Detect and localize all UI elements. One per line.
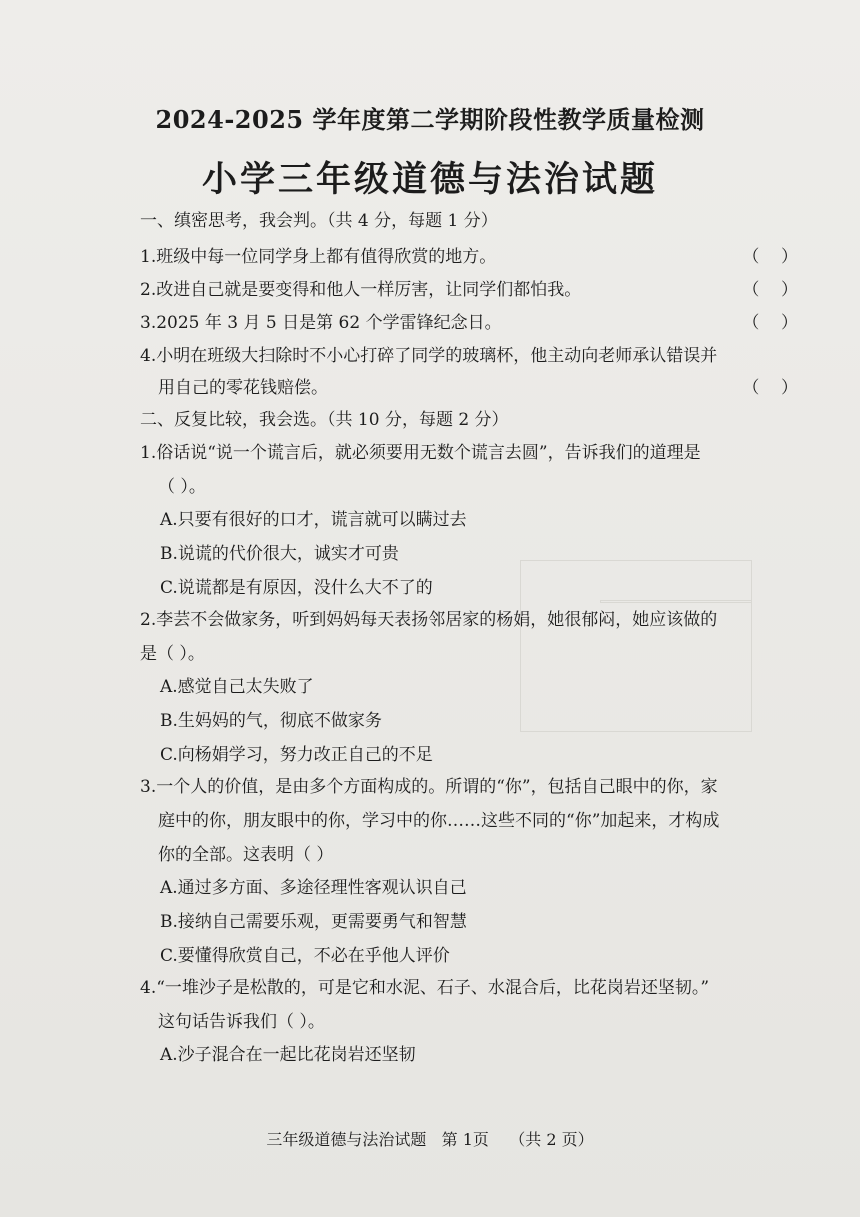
question-text: 4.小明在班级大扫除时不小心打碎了同学的玻璃杯，他主动向老师承认错误并 <box>140 346 718 366</box>
judge-question <box>140 274 820 307</box>
question-text: 你的全部。这表明（ ） <box>158 845 334 865</box>
judge-question <box>140 241 820 274</box>
choice-question <box>140 437 820 498</box>
answer-blank: （ ） <box>742 378 798 398</box>
judge-question <box>140 340 820 372</box>
question-text: 这句话告诉我们（ ）。 <box>158 1012 325 1032</box>
choice-question <box>140 604 820 665</box>
answer-blank: （ ） <box>742 313 798 333</box>
choice-question <box>140 972 820 1033</box>
choice-option: A.通过多方面、多途径理性客观认识自己 <box>160 878 467 898</box>
choice-option: C.要懂得欣赏自己，不必在乎他人评价 <box>160 946 450 966</box>
question-text: 4.“一堆沙子是松散的，可是它和水泥、石子、水混合后，比花岗岩还坚韧。” <box>140 978 710 998</box>
answer-blank: （ ） <box>742 247 798 267</box>
choice-option: C.说谎都是有原因，没什么大不了的 <box>160 578 433 598</box>
exam-title: 2024-2025 学年度第二学期阶段性教学质量检测 <box>155 105 705 134</box>
question-text: 1.俗话说“说一个谎言后，就必须要用无数个谎言去圆”，告诉我们的道理是 <box>140 443 701 463</box>
paper-title: 小学三年级道德与法治试题 <box>201 159 658 200</box>
judge-question-continued <box>140 372 820 407</box>
question-text: 1.班级中每一位同学身上都有值得欣赏的地方。 <box>140 247 497 267</box>
answer-blank: （ ） <box>742 280 798 300</box>
choice-option: A.沙子混合在一起比花岗岩还坚韧 <box>160 1045 416 1065</box>
choice-option: C.向杨娟学习，努力改正自己的不足 <box>160 745 433 765</box>
judge-question <box>140 307 820 340</box>
choice-question <box>140 771 820 866</box>
question-text: 2.改进自己就是要变得和他人一样厉害，让同学们都怕我。 <box>140 280 582 300</box>
section-heading: 二、反复比较，我会选。（共 10 分，每题 2 分） <box>140 410 509 430</box>
choice-option: A.只要有很好的口才，谎言就可以瞒过去 <box>160 510 467 530</box>
question-content <box>140 208 820 1071</box>
choice-option: B.生妈妈的气，彻底不做家务 <box>160 711 382 731</box>
question-text: 2.李芸不会做家务，听到妈妈每天表扬邻居家的杨娟，她很郁闷，她应该做的 <box>140 610 718 630</box>
question-text: （ ）。 <box>158 477 206 497</box>
question-text: 庭中的你，朋友眼中的你，学习中的你……这些不同的“你”加起来，才构成 <box>158 811 720 831</box>
choice-option: B.说谎的代价很大，诚实才可贵 <box>160 544 399 564</box>
choice-option: B.接纳自己需要乐观，更需要勇气和智慧 <box>160 912 467 932</box>
question-text: 3.2025 年 3 月 5 日是第 62 个学雷锋纪念日。 <box>140 313 502 333</box>
question-text: 3.一个人的价值，是由多个方面构成的。所谓的“你”，包括自己眼中的你，家 <box>140 777 718 797</box>
choice-option: A.感觉自己太失败了 <box>160 677 314 697</box>
question-text: 是（ ）。 <box>140 644 205 664</box>
section-heading: 一、缜密思考，我会判。（共 4 分，每题 1 分） <box>140 211 498 231</box>
question-text: 用自己的零花钱赔偿。 <box>158 378 328 398</box>
page-footer: 三年级道德与法治试题 第 1页 （共 2 页） <box>266 1130 594 1149</box>
